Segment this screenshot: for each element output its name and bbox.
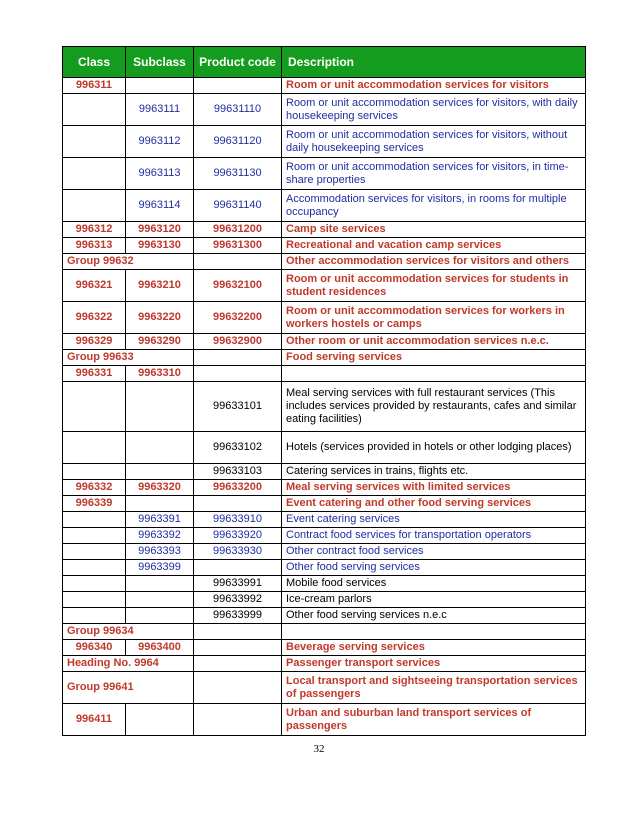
class-cell xyxy=(63,158,126,190)
product-code-cell xyxy=(194,366,282,382)
description-cell: Beverage serving services xyxy=(282,640,586,656)
description-cell: Event catering and other food serving services xyxy=(282,496,586,512)
subclass-cell xyxy=(126,576,194,592)
description-cell: Room or unit accommodation services for visitors, with daily housekeeping services xyxy=(282,94,586,126)
class-cell xyxy=(63,528,126,544)
class-cell: 996332 xyxy=(63,480,126,496)
table-row xyxy=(63,576,586,592)
product-code-cell xyxy=(194,78,282,94)
description-cell: Local transport and sightseeing transportation services of passengers xyxy=(282,672,586,704)
subclass-cell: 9963320 xyxy=(126,480,194,496)
table-row xyxy=(63,222,586,238)
subclass-cell: 9963310 xyxy=(126,366,194,382)
description-cell: Urban and suburban land transport services of passengers xyxy=(282,704,586,736)
product-code-cell xyxy=(194,672,282,704)
subclass-cell xyxy=(126,78,194,94)
subclass-cell xyxy=(126,464,194,480)
product-code-cell xyxy=(194,254,282,270)
class-cell xyxy=(63,608,126,624)
description-cell: Room or unit accommodation services for visitors, in time-share properties xyxy=(282,158,586,190)
table-row xyxy=(63,78,586,94)
table-row xyxy=(63,432,586,464)
description-cell: Other food serving services xyxy=(282,560,586,576)
description-cell: Recreational and vacation camp services xyxy=(282,238,586,254)
product-code-cell: 99633920 xyxy=(194,528,282,544)
description-cell: Room or unit accommodation services for visitors xyxy=(282,78,586,94)
header-row xyxy=(63,47,586,78)
header-subclass: Subclass xyxy=(126,47,194,78)
product-code-cell xyxy=(194,560,282,576)
description-cell: Room or unit accommodation services for visitors, without daily housekeeping services xyxy=(282,126,586,158)
group-heading-cell: Group 99634 xyxy=(63,624,194,640)
product-code-cell: 99633200 xyxy=(194,480,282,496)
table-body xyxy=(63,78,586,736)
description-cell: Camp site services xyxy=(282,222,586,238)
product-code-cell xyxy=(194,496,282,512)
product-code-cell: 99631140 xyxy=(194,190,282,222)
description-cell: Passenger transport services xyxy=(282,656,586,672)
class-cell xyxy=(63,592,126,608)
table-row xyxy=(63,560,586,576)
table-row xyxy=(63,270,586,302)
product-code-cell: 99633991 xyxy=(194,576,282,592)
subclass-cell: 9963210 xyxy=(126,270,194,302)
group-heading-cell: Heading No. 9964 xyxy=(63,656,194,672)
table-row xyxy=(63,366,586,382)
description-cell: Hotels (services provided in hotels or other lodging places) xyxy=(282,432,586,464)
product-code-cell xyxy=(194,350,282,366)
table-row xyxy=(63,592,586,608)
product-code-cell: 99633992 xyxy=(194,592,282,608)
table-row xyxy=(63,158,586,190)
table-row xyxy=(63,126,586,158)
class-cell: 996331 xyxy=(63,366,126,382)
table-row xyxy=(63,302,586,334)
product-code-cell: 99633999 xyxy=(194,608,282,624)
description-cell: Room or unit accommodation services for students in student residences xyxy=(282,270,586,302)
table-row xyxy=(63,656,586,672)
table-row xyxy=(63,480,586,496)
subclass-cell xyxy=(126,432,194,464)
table-row xyxy=(63,334,586,350)
subclass-cell: 9963130 xyxy=(126,238,194,254)
table-row xyxy=(63,94,586,126)
class-cell: 996321 xyxy=(63,270,126,302)
table-row xyxy=(63,640,586,656)
class-cell xyxy=(63,432,126,464)
class-cell xyxy=(63,512,126,528)
product-code-cell: 99633103 xyxy=(194,464,282,480)
subclass-cell: 9963111 xyxy=(126,94,194,126)
header-product-code: Product code xyxy=(194,47,282,78)
product-code-cell: 99631200 xyxy=(194,222,282,238)
table-row xyxy=(63,190,586,222)
table-row xyxy=(63,238,586,254)
subclass-cell xyxy=(126,496,194,512)
description-cell: Room or unit accommodation services for workers in workers hostels or camps xyxy=(282,302,586,334)
subclass-cell: 9963393 xyxy=(126,544,194,560)
class-cell xyxy=(63,576,126,592)
subclass-cell: 9963392 xyxy=(126,528,194,544)
product-code-cell: 99631300 xyxy=(194,238,282,254)
product-code-cell xyxy=(194,640,282,656)
product-code-cell: 99632900 xyxy=(194,334,282,350)
table-row xyxy=(63,350,586,366)
service-codes-table xyxy=(62,46,586,736)
subclass-cell: 9963113 xyxy=(126,158,194,190)
product-code-cell: 99633930 xyxy=(194,544,282,560)
class-cell: 996339 xyxy=(63,496,126,512)
group-heading-cell: Group 99641 xyxy=(63,672,194,704)
product-code-cell: 99633101 xyxy=(194,382,282,432)
description-cell: Catering services in trains, flights etc. xyxy=(282,464,586,480)
product-code-cell: 99632100 xyxy=(194,270,282,302)
group-heading-cell: Group 99633 xyxy=(63,350,194,366)
product-code-cell: 99631130 xyxy=(194,158,282,190)
subclass-cell: 9963220 xyxy=(126,302,194,334)
group-heading-cell: Group 99632 xyxy=(63,254,194,270)
description-cell: Meal serving services with full restaurant services (This includes services provided by restaurants, cafes and similar eating facilities) xyxy=(282,382,586,432)
product-code-cell: 99631120 xyxy=(194,126,282,158)
class-cell xyxy=(63,94,126,126)
subclass-cell: 9963399 xyxy=(126,560,194,576)
subclass-cell: 9963112 xyxy=(126,126,194,158)
subclass-cell xyxy=(126,704,194,736)
class-cell: 996322 xyxy=(63,302,126,334)
class-cell xyxy=(63,544,126,560)
table-row xyxy=(63,544,586,560)
class-cell: 996311 xyxy=(63,78,126,94)
subclass-cell: 9963120 xyxy=(126,222,194,238)
class-cell: 996411 xyxy=(63,704,126,736)
description-cell: Other accommodation services for visitors and others xyxy=(282,254,586,270)
header-description: Description xyxy=(282,47,586,78)
table-row xyxy=(63,254,586,270)
class-cell xyxy=(63,382,126,432)
product-code-cell xyxy=(194,704,282,736)
class-cell: 996340 xyxy=(63,640,126,656)
table-row xyxy=(63,496,586,512)
description-cell: Contract food services for transportation operators xyxy=(282,528,586,544)
product-code-cell xyxy=(194,656,282,672)
subclass-cell xyxy=(126,592,194,608)
description-cell xyxy=(282,366,586,382)
table-row xyxy=(63,382,586,432)
product-code-cell: 99633102 xyxy=(194,432,282,464)
description-cell: Meal serving services with limited services xyxy=(282,480,586,496)
description-cell: Food serving services xyxy=(282,350,586,366)
table-row xyxy=(63,624,586,640)
class-cell: 996329 xyxy=(63,334,126,350)
table-row xyxy=(63,672,586,704)
description-cell: Mobile food services xyxy=(282,576,586,592)
description-cell: Other contract food services xyxy=(282,544,586,560)
description-cell: Other food serving services n.e.c xyxy=(282,608,586,624)
product-code-cell: 99631110 xyxy=(194,94,282,126)
class-cell xyxy=(63,190,126,222)
class-cell xyxy=(63,560,126,576)
description-cell: Event catering services xyxy=(282,512,586,528)
class-cell: 996312 xyxy=(63,222,126,238)
table-row xyxy=(63,464,586,480)
subclass-cell: 9963290 xyxy=(126,334,194,350)
table-row xyxy=(63,512,586,528)
product-code-cell: 99633910 xyxy=(194,512,282,528)
table-row xyxy=(63,704,586,736)
description-cell xyxy=(282,624,586,640)
description-cell: Accommodation services for visitors, in rooms for multiple occupancy xyxy=(282,190,586,222)
subclass-cell: 9963400 xyxy=(126,640,194,656)
description-cell: Ice-cream parlors xyxy=(282,592,586,608)
product-code-cell: 99632200 xyxy=(194,302,282,334)
description-cell: Other room or unit accommodation services n.e.c. xyxy=(282,334,586,350)
class-cell xyxy=(63,126,126,158)
subclass-cell: 9963114 xyxy=(126,190,194,222)
header-class: Class xyxy=(63,47,126,78)
subclass-cell: 9963391 xyxy=(126,512,194,528)
class-cell xyxy=(63,464,126,480)
product-code-cell xyxy=(194,624,282,640)
page-number: 32 xyxy=(313,743,325,755)
class-cell: 996313 xyxy=(63,238,126,254)
subclass-cell xyxy=(126,382,194,432)
subclass-cell xyxy=(126,608,194,624)
table-row xyxy=(63,528,586,544)
table-row xyxy=(63,608,586,624)
